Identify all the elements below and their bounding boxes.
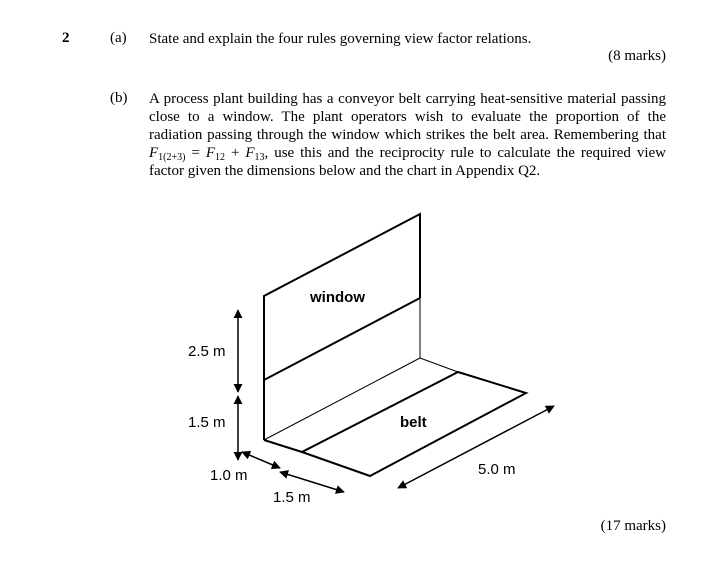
window-bottom-edge — [264, 298, 420, 380]
f13-symbol: F — [245, 145, 255, 161]
f12-symbol: F — [205, 145, 215, 161]
window-label: window — [310, 289, 365, 306]
floor-front-edge — [264, 440, 302, 452]
f13-subscript: 13 — [254, 152, 265, 163]
question-number: 2 — [62, 30, 70, 46]
f-main-subscript: 1(2+3) — [158, 152, 186, 163]
part-b-label: (b) — [110, 90, 128, 106]
dim-belt-width-label: 1.5 m — [273, 489, 311, 506]
f12-subscript: 12 — [215, 152, 225, 163]
dim-floor-gap-arrow — [242, 452, 280, 468]
part-b-text-2: , use this and the reciprocity rule to calculate the required view factor given the dimensions below and the chart in Appendix Q2. — [149, 145, 666, 179]
dim-belt-length-label: 5.0 m — [478, 461, 516, 478]
dim-lower-wall-label: 1.5 m — [188, 414, 226, 431]
belt-label: belt — [400, 414, 427, 431]
dim-floor-gap-label: 1.0 m — [210, 467, 248, 484]
dim-window-height-label: 2.5 m — [188, 343, 226, 360]
wall-floor-line — [264, 358, 420, 440]
floor-back-edge — [420, 358, 458, 372]
part-a-text: State and explain the four rules governing view factor relations. — [149, 31, 532, 47]
part-a-label: (a) — [110, 30, 127, 46]
plus-sign: + — [225, 145, 246, 161]
part-a-marks: (8 marks) — [608, 48, 666, 64]
part-b-text-1: A process plant building has a conveyor belt carrying heat-sensitive material passing close to a window. The plant operators wish to evaluate the proportion of the radiation passing through the window which strikes the belt area. Remembering that — [149, 91, 666, 143]
f-main-symbol: F — [149, 145, 159, 161]
equals-sign: = — [185, 145, 206, 161]
part-b-marks: (17 marks) — [600, 518, 666, 534]
